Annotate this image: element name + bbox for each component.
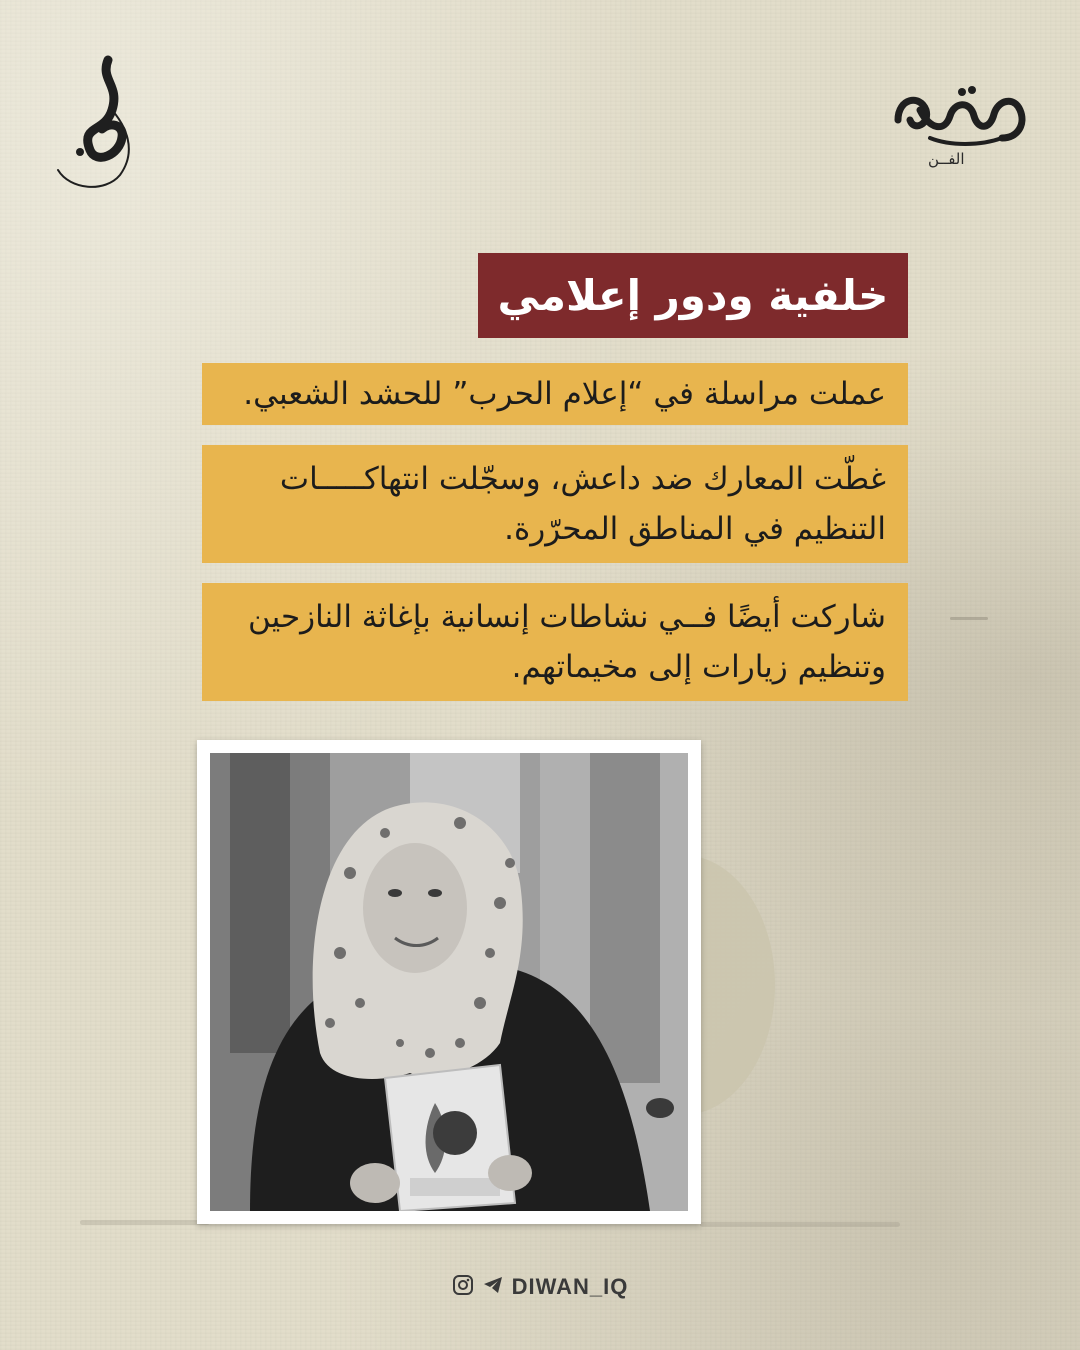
card-line: وتنظيم زيارات إلى مخيماتهم.: [511, 649, 886, 685]
brush-stroke: [950, 617, 988, 620]
info-card: [202, 445, 908, 563]
portrait-photo: [210, 753, 688, 1211]
social-handle[interactable]: DIWAN_IQ: [511, 1274, 629, 1299]
calligraphy-logo-icon: [50, 55, 145, 195]
diwan-logo-icon: [890, 80, 1035, 175]
info-card: [202, 363, 908, 425]
card-line: عملت مراسلة في “إعلام الحرب” للحشد الشعبي.: [243, 376, 886, 412]
card-line: غطّت المعارك ضد داعش، وسجّلت انتهاكـــــات: [279, 461, 886, 497]
instagram-icon[interactable]: [452, 1274, 474, 1300]
info-card: [202, 583, 908, 701]
footer-handle: [0, 1272, 1080, 1302]
brush-stroke: [700, 1222, 900, 1227]
telegram-icon[interactable]: [482, 1274, 504, 1300]
card-line: التنظيم في المناطق المحرّرة.: [504, 511, 886, 547]
logo-subtitle: الفــن: [928, 150, 965, 168]
title-banner: [478, 253, 908, 338]
card-line: شاركت أيضًا فــي نشاطات إنسانية بإغاثة النازحين: [248, 599, 886, 635]
brush-stroke: [80, 1220, 210, 1225]
page-title: خلفية ودور إعلامي: [497, 271, 889, 320]
photo-frame: [197, 740, 701, 1224]
